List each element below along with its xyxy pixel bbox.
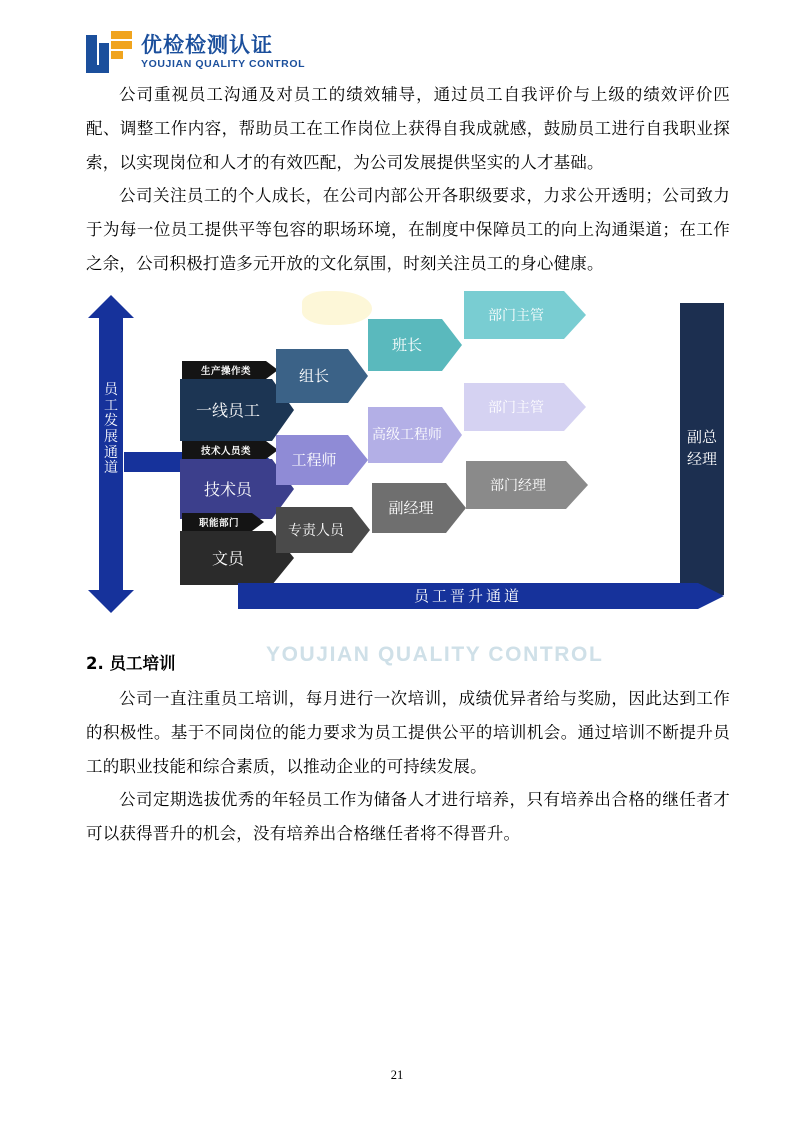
step-technical-4-label: 部门主管 [464, 383, 564, 431]
step-functional-3-label: 副经理 [372, 483, 446, 533]
paragraph-1: 公司重视员工沟通及对员工的绩效辅导，通过员工自我评价与上级的绩效评价匹配、调整工作内容，帮助员工在工作岗位上获得自我成就感，鼓励员工进行自我职业探索，以实现岗位和人才的有效匹配，为公司发展提供坚实的人才基础。 [86, 85, 730, 172]
logo-name-cn: 优检检测认证 [141, 33, 273, 58]
step-functional-3 [372, 483, 466, 533]
figure-watermark: YOUJIAN QUALITY CONTROL [266, 642, 604, 666]
vice-general-manager-label: 副总经理 [686, 428, 717, 468]
tag-production [182, 361, 278, 379]
step-production-3 [368, 319, 462, 371]
company-logo [86, 26, 730, 78]
decorative-blob [302, 291, 372, 325]
step-functional-2-label: 专责人员 [276, 507, 352, 553]
step-functional-4 [466, 461, 588, 509]
step-technical-4 [464, 383, 586, 431]
tag-production-label: 生产操作类 [182, 361, 266, 379]
tag-technical-label: 技术人员类 [182, 441, 266, 459]
tag-functional [182, 513, 264, 531]
step-production-1-label: 一线员工 [180, 379, 272, 441]
paragraph-3: 公司一直注重员工培训，每月进行一次培训，成绩优异者给与奖励，因此达到工作的积极性。基于不同岗位的能力要求为员工提供公平的培训机会。通过培训不断提升员工的职业技能和综合素质，以推动企业的可持续发展。 [86, 688, 730, 776]
step-production-4-label: 部门主管 [464, 291, 564, 339]
step-technical-2-label: 工程师 [276, 435, 348, 485]
step-technical-3-label: 高级工程师 [368, 407, 442, 463]
step-functional-4-label: 部门经理 [466, 461, 566, 509]
logo-name-en: YOUJIAN QUALITY CONTROL [141, 57, 306, 70]
tag-functional-label: 职能部门 [182, 513, 252, 531]
paragraph-2: 公司关注员工的个人成长，在公司内部公开各职级要求，力求公开透明；公司致力于为每一位员工提供平等包容的职场环境，在制度中保障员工的向上沟通渠道；在工作之余，公司积极打造多元开放的文化氛围，时刻关注员工的身心健康。 [86, 186, 730, 274]
logo-mark-icon [86, 31, 132, 73]
step-production-3-label: 班长 [368, 319, 442, 371]
page-number: 21 [390, 1068, 404, 1082]
tag-technical [182, 441, 278, 459]
paragraph-4: 公司定期选拔优秀的年轻员工作为储备人才进行培养，只有培养出合格的继任者才可以获得晋升的机会，没有培养出合格继任者将不得晋升。 [86, 790, 730, 844]
step-technical-3 [368, 407, 462, 463]
step-functional-2 [276, 507, 370, 553]
section-title: 2. 员工培训 [86, 653, 176, 673]
promotion-channel-arrow [238, 583, 724, 609]
step-production-2-label: 组长 [276, 349, 348, 403]
step-functional-1-label: 文员 [180, 531, 272, 585]
vertical-axis-label: 员工发展通道 [104, 381, 118, 477]
step-technical-2 [276, 435, 368, 485]
vice-general-manager-block [680, 303, 724, 595]
step-technical-1-label: 技术员 [180, 459, 272, 519]
step-production-2 [276, 349, 368, 403]
promotion-channel-label: 员工晋升通道 [238, 583, 698, 609]
logo-text [141, 34, 305, 69]
step-production-4 [464, 291, 586, 339]
